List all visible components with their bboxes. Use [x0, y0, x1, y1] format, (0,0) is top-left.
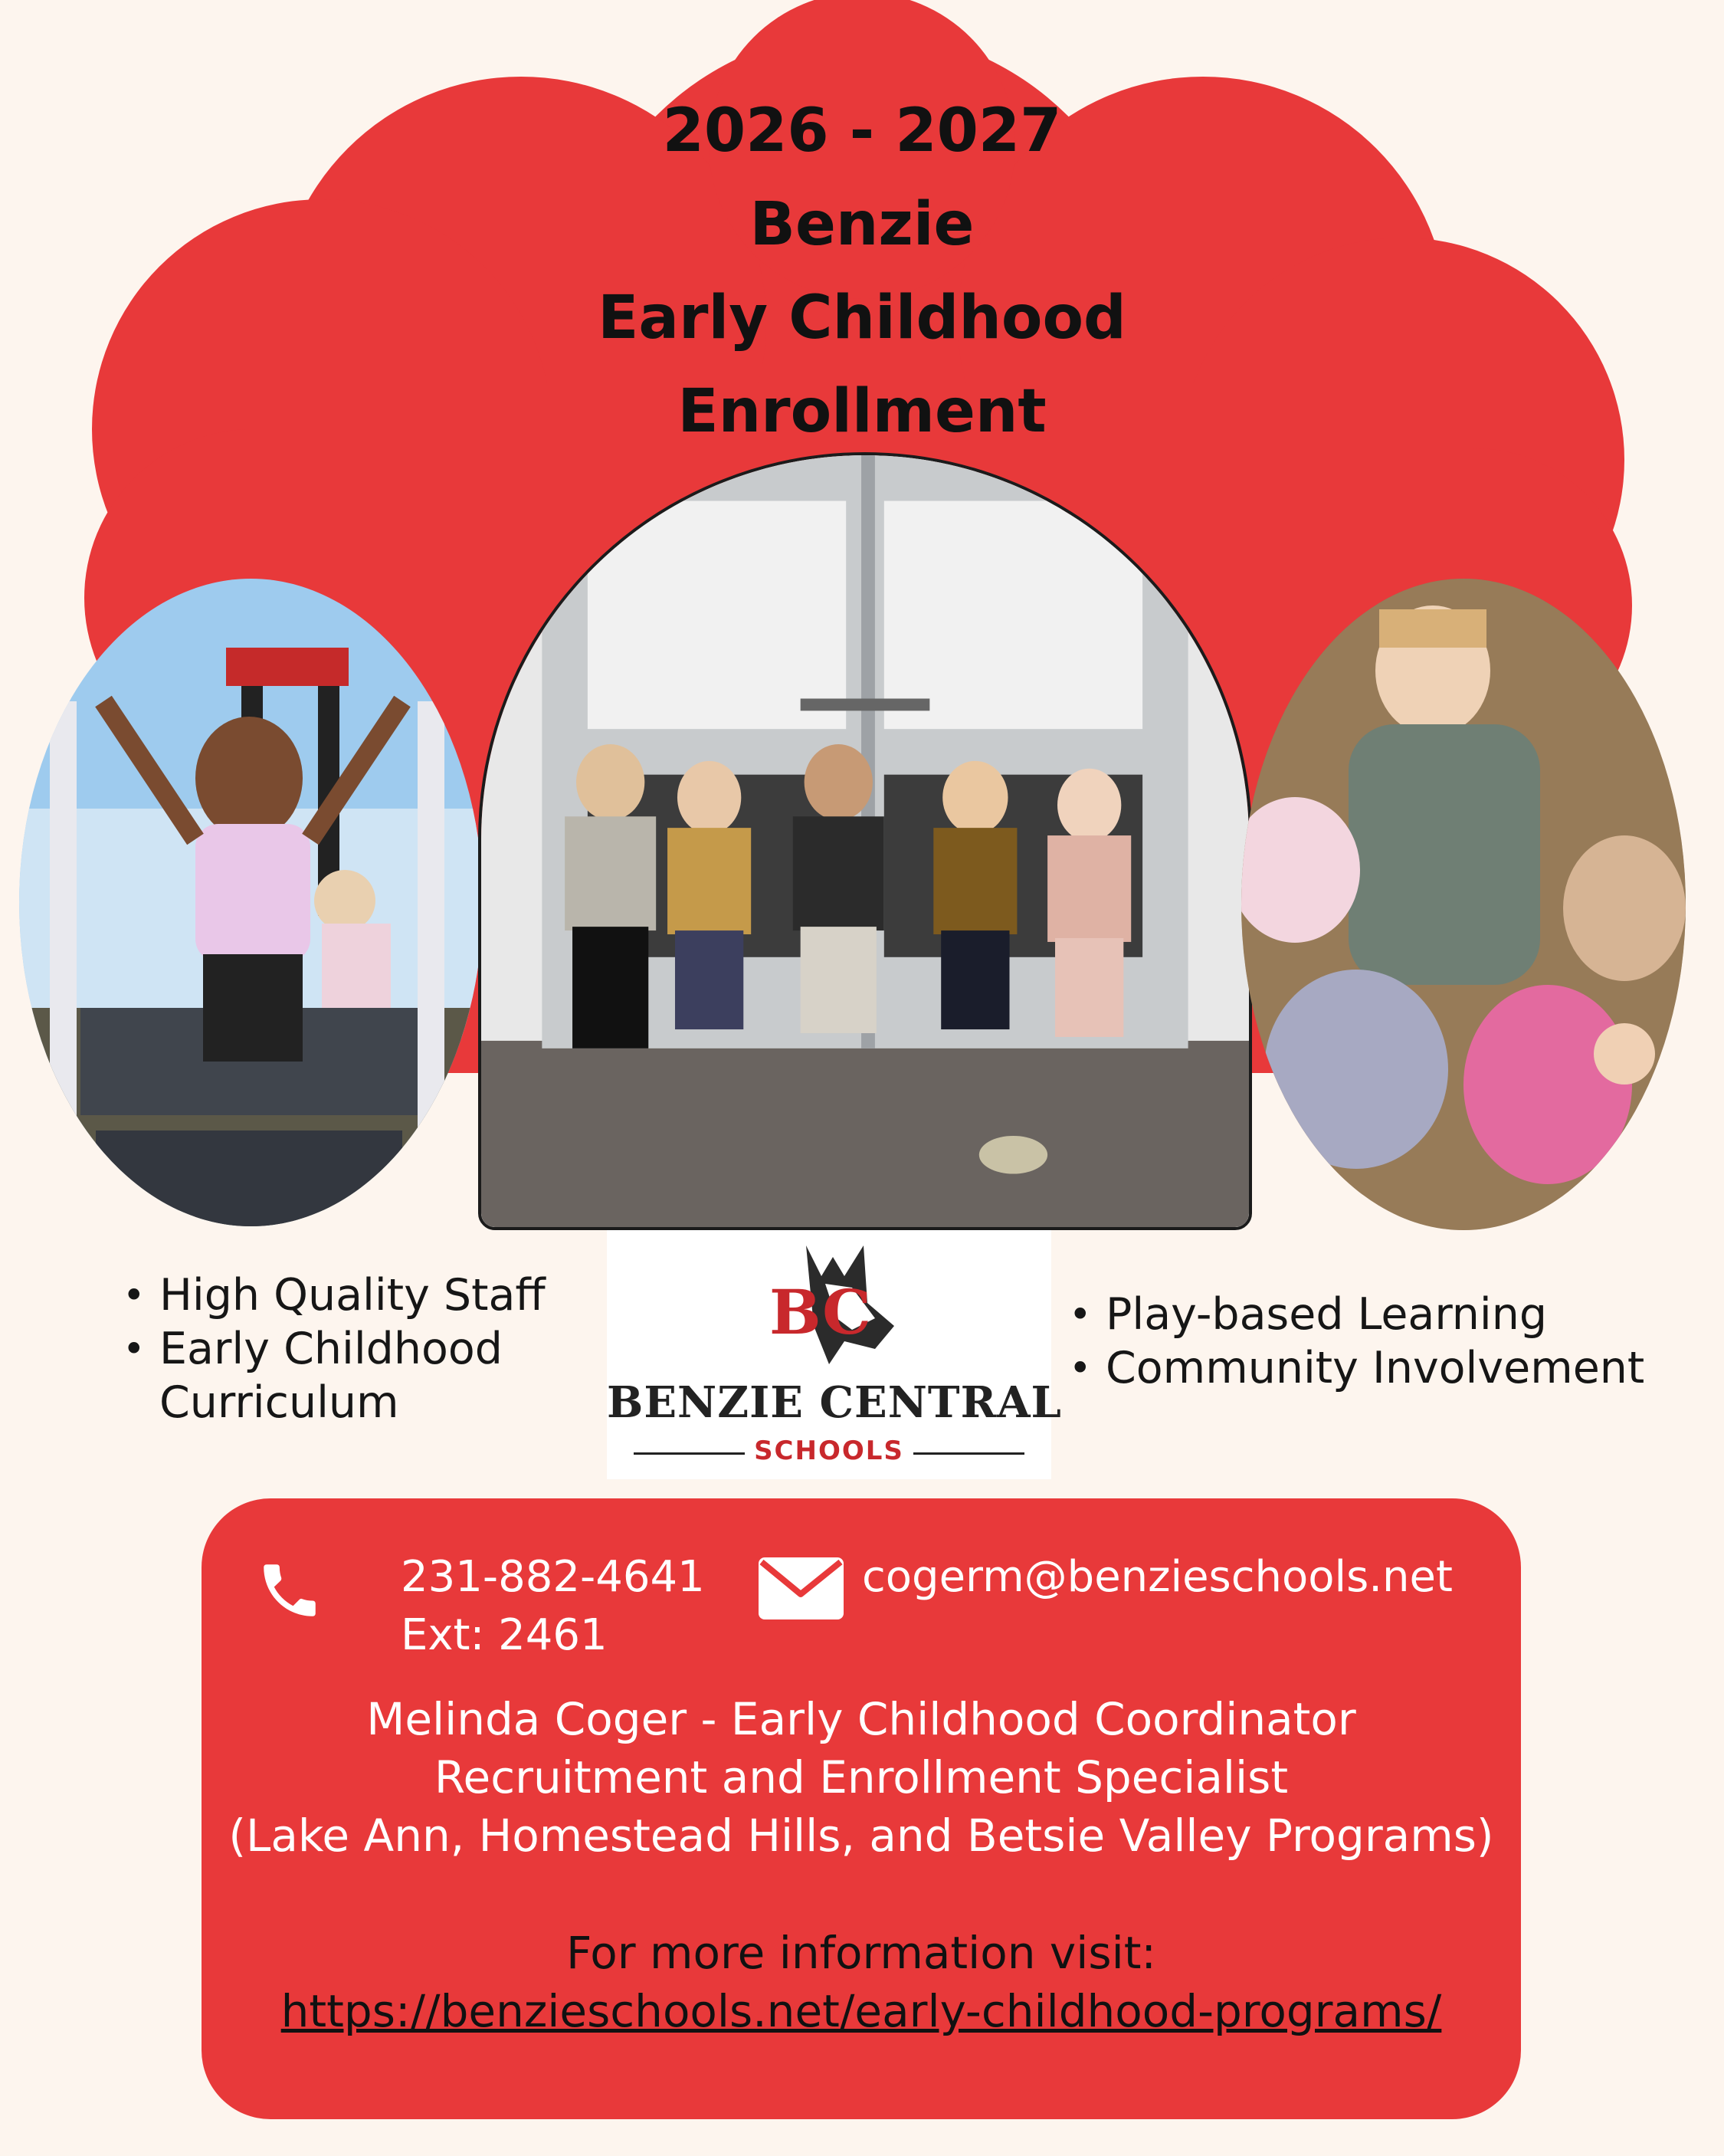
- title-line-early-childhood: Early Childhood: [598, 284, 1126, 353]
- bullet-item: • Play-based Learning: [1069, 1288, 1720, 1341]
- emblem-letters: BC: [769, 1276, 871, 1348]
- title-line-benzie: Benzie: [749, 190, 975, 259]
- mail-icon: [757, 1556, 845, 1621]
- logo-sub: SCHOOLS: [754, 1436, 904, 1466]
- title-line-years: 2026 - 2027: [662, 97, 1062, 166]
- photo-playground: [19, 579, 483, 1226]
- bullet-item: • Community Involvement: [1069, 1341, 1720, 1395]
- bullet-item: • High Quality Staff: [123, 1268, 598, 1322]
- coordinator-line: Recruitment and Enrollment Specialist: [434, 1751, 1289, 1803]
- phone-block: [401, 1548, 705, 1665]
- more-info-label: For more information visit:: [566, 1927, 1156, 1979]
- photo-kids-by-door: [478, 452, 1252, 1230]
- coordinator-line: (Lake Ann, Homestead Hills, and Betsie Valley Programs): [228, 1810, 1494, 1862]
- bullets-left: [123, 1268, 598, 1429]
- phone-number[interactable]: 231-882-4641: [401, 1552, 705, 1602]
- logo-name: BENZIE CENTRAL: [607, 1377, 1062, 1428]
- bullet-item: • Early Childhood Curriculum: [123, 1322, 598, 1429]
- bullets-right: [1069, 1288, 1720, 1395]
- more-info: [202, 1924, 1521, 2040]
- husky-emblem-icon: [760, 1234, 913, 1383]
- programs-link[interactable]: https://benzieschools.net/early-childhood-programs/: [280, 1985, 1442, 2037]
- flyer-title: [460, 84, 1264, 458]
- photo-outdoor-learning: [1241, 579, 1686, 1230]
- phone-ext: Ext: 2461: [401, 1610, 608, 1660]
- benzie-central-logo: [607, 1230, 1062, 1479]
- phone-icon: [255, 1556, 324, 1625]
- email-address[interactable]: cogerm@benzieschools.net: [862, 1552, 1453, 1602]
- coordinator-info: [202, 1690, 1521, 1865]
- coordinator-line: Melinda Coger - Early Childhood Coordinator: [366, 1693, 1356, 1745]
- contact-card: [202, 1498, 1521, 2119]
- title-line-enrollment: Enrollment: [677, 377, 1047, 446]
